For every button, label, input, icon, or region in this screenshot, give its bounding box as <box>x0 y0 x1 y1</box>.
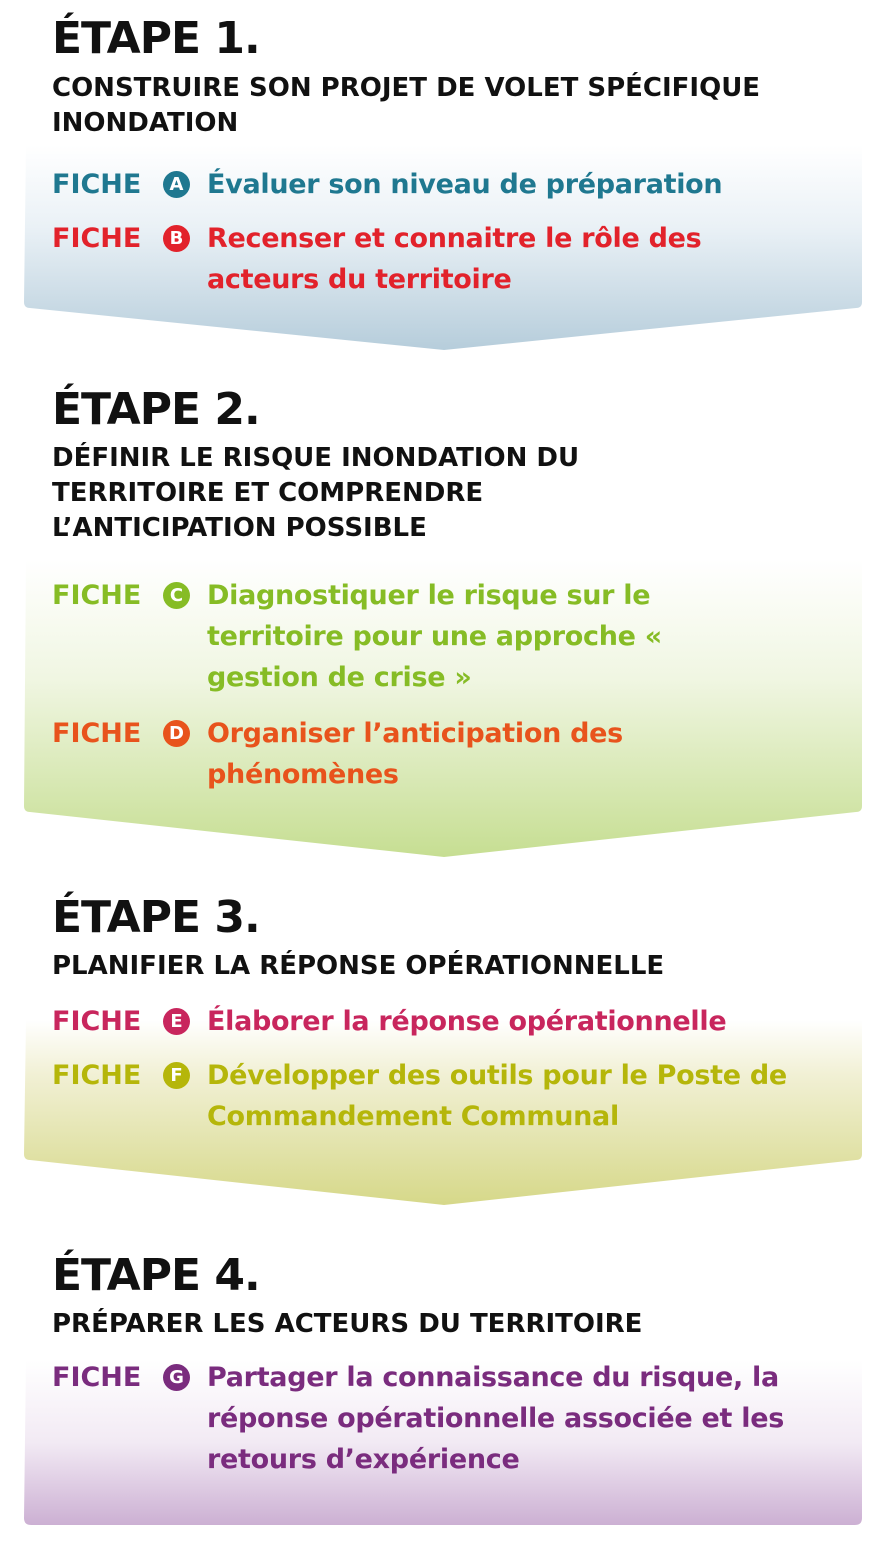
fiche-e-badge-icon: E <box>163 1008 190 1035</box>
fiche-c-label: FICHE <box>52 580 142 611</box>
fiche-d-label: FICHE <box>52 718 142 749</box>
fiche-g[interactable] <box>52 1357 852 1480</box>
fiche-a-description: Évaluer son niveau de préparation <box>207 169 723 200</box>
fiche-d-badge-icon: D <box>163 720 190 747</box>
fiche-e[interactable] <box>52 1001 852 1042</box>
step-4-subtitle: PRÉPARER LES ACTEURS DU TERRITOIRE <box>52 1309 643 1339</box>
step-3-title: ÉTAPE 3. <box>52 892 260 943</box>
fiche-d-description: Organiser l’anticipation des phénomènes <box>207 718 623 790</box>
fiche-f-description: Développer des outils pour le Poste de Commandement Communal <box>207 1060 787 1132</box>
fiche-g-label: FICHE <box>52 1362 142 1393</box>
fiche-c[interactable] <box>52 575 852 698</box>
fiche-a[interactable] <box>52 164 852 205</box>
fiche-b[interactable] <box>52 218 852 300</box>
step-1-subtitle: CONSTRUIRE SON PROJET DE VOLET SPÉCIFIQUE INONDATION <box>52 73 761 138</box>
fiche-b-badge-icon: B <box>163 225 190 252</box>
step-1-title: ÉTAPE 1. <box>52 13 260 64</box>
fiche-d[interactable] <box>52 713 852 795</box>
fiche-b-label: FICHE <box>52 223 142 254</box>
step-3-subtitle: PLANIFIER LA RÉPONSE OPÉRATIONNELLE <box>52 951 665 981</box>
fiche-f[interactable] <box>52 1055 852 1137</box>
step-2-title: ÉTAPE 2. <box>52 384 260 435</box>
fiche-f-label: FICHE <box>52 1060 142 1091</box>
fiche-g-badge-icon: G <box>163 1364 190 1391</box>
fiche-b-description: Recenser et connaitre le rôle des acteurs du territoire <box>207 223 702 295</box>
fiche-g-description: Partager la connaissance du risque, la réponse opérationnelle associée et les retours d’expérience <box>207 1362 784 1475</box>
step-4-title: ÉTAPE 4. <box>52 1250 260 1301</box>
fiche-e-description: Élaborer la réponse opérationnelle <box>207 1006 727 1037</box>
step-2-subtitle: DÉFINIR LE RISQUE INONDATION DU TERRITOIRE ET COMPRENDRE L’ANTICIPATION POSSIBLE <box>52 443 580 543</box>
fiche-a-label: FICHE <box>52 169 142 200</box>
fiche-f-badge-icon: F <box>163 1062 190 1089</box>
fiche-a-badge-icon: A <box>163 171 190 198</box>
fiche-e-label: FICHE <box>52 1006 142 1037</box>
fiche-c-description: Diagnostiquer le risque sur le territoire pour une approche « gestion de crise » <box>207 580 662 693</box>
fiche-c-badge-icon: C <box>163 582 190 609</box>
